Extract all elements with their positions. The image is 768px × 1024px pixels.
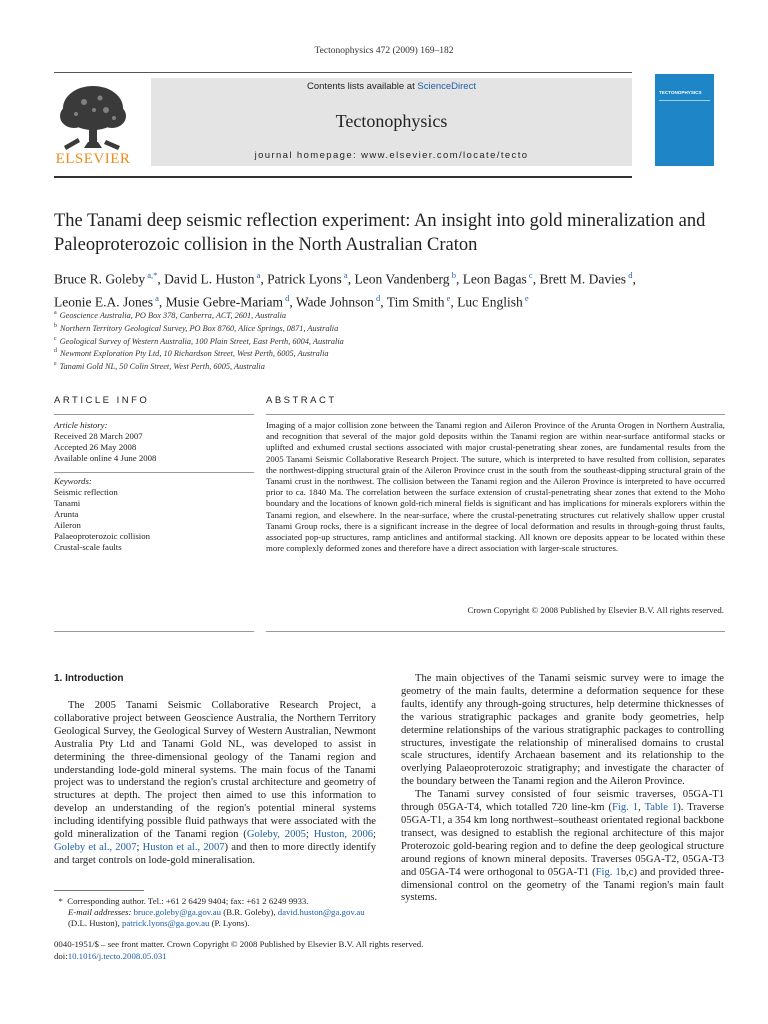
affiliation xyxy=(54,334,734,347)
author-affiliation-marker: d xyxy=(626,270,633,280)
author-name: Bruce R. Goleby xyxy=(54,271,146,287)
email-link[interactable]: david.huston@ga.gov.au xyxy=(277,907,365,918)
history-received: Received 28 March 2007 xyxy=(54,431,143,441)
paragraph-text: , xyxy=(638,802,645,814)
paragraph-text: ). Traverse 05GA-T1, a 354 km long northwest–southeast orientated regional backbone transect, was designed to establish the regional architecture of this major Proterozoic gold-bearing region and to define the deep geological structure around regions of known mineral deposits. Traverses 05GA-T2, 05GA-T3 and 05GA-T4 were orthogonal to 05GA-T1 ( xyxy=(401,802,724,878)
affiliation-text: Northern Territory Geological Survey, PO Box 8760, Alice Springs, 0871, Australia xyxy=(60,323,339,333)
author-name: Leonie E.A. Jones xyxy=(54,294,153,309)
affiliation-text: Newmont Exploration Pty Ltd, 10 Richardson Street, West Perth, 6005, Australia xyxy=(60,349,329,359)
author-name: Leon Vandenberg xyxy=(354,271,450,287)
corresponding-author-note: * Corresponding author. Tel.: +61 2 6429 9404; fax: +61 2 6249 9933. xyxy=(58,896,309,906)
journal-citation: Tectonophysics 472 (2009) 169–182 xyxy=(314,46,454,56)
footnote xyxy=(54,896,376,930)
affiliation xyxy=(54,359,734,372)
email-link[interactable]: patrick.lyons@ga.gov.au xyxy=(122,918,210,929)
sciencedirect-link[interactable]: ScienceDirect xyxy=(417,81,476,92)
paragraph-text: ; xyxy=(305,829,314,841)
reference-link[interactable]: Goleby et al., 2007 xyxy=(54,841,137,853)
keywords-rule xyxy=(54,472,254,473)
author-affiliation-marker: e xyxy=(444,292,451,303)
abstract-rule xyxy=(266,414,725,415)
article-info-rule-bottom xyxy=(54,631,254,632)
abstract-text: Imaging of a major collision zone between the Tanami region and Aileron Province of the Arunta Orogen in Northern Australia, and recognition that several of the major gold deposits within the Tanami region are within near-surface antiformal stacks or uplifted and exhumed crustal sections associated with major crustal-penetrating shear zones, are fundamental results from the 2005 Tanami Seismic Collaborative Research Project. The suture, which is interpreted to have resulted from collision, separates the northwest-dipping structural grain of the Aileron Province crust in the south from the southeast-dipping structural grain of the Tanami crust in the northwest. The collision between the Tanami region and the Aileron Province is interpreted to have occurred prior to ca. 1840 Ma. The correlation between the surface extension of crustal-penetrating shear zones that extend to the Moho boundary and the locations of known gold-rich mineral fields is significant and has implications for minerals explorers within the Tanami region, and elsewhere. In the near-surface, where the crustal-penetrating structures cut relatively shallow upper crustal Tanami Group rocks, there is a significant increase in the degree of local deformation and results in through-going thrust faults, associated pop-up structures, ramp anticlines and antiformal stacking. All known ore deposits appear to be located within these more complexly deformed zones and therefore have a direct association with larger-scale structures. xyxy=(266,420,725,554)
footnote-rule xyxy=(54,890,144,891)
affiliation-list xyxy=(54,308,734,372)
contents-prefix: Contents lists available at xyxy=(307,81,418,92)
author-affiliation-marker: e xyxy=(522,292,529,303)
reference-link[interactable]: Goleby, 2005 xyxy=(246,829,306,841)
author-affiliation-marker: c xyxy=(526,270,533,280)
email-link[interactable]: bruce.goleby@ga.gov.au xyxy=(133,907,222,918)
doi-line: doi:10.1016/j.tecto.2008.05.031 xyxy=(54,950,167,961)
author-separator: , xyxy=(455,271,463,287)
author-name: Wade Johnson xyxy=(295,294,374,309)
history-online: Available online 4 June 2008 xyxy=(54,453,157,463)
author-affiliation-marker: b xyxy=(449,270,456,280)
affiliation-text: Geological Survey of Western Australia, 100 Plain Street, East Perth, 6004, Australia xyxy=(59,336,344,346)
author-separator: , xyxy=(632,271,636,287)
author-separator: , xyxy=(157,271,165,287)
author-affiliation-marker: d xyxy=(282,292,290,303)
reference-link[interactable]: Fig. 1 xyxy=(595,866,621,878)
affiliation-key: d xyxy=(54,348,57,355)
email-owner: (D.L. Huston), xyxy=(68,918,122,929)
paragraph-text: ; xyxy=(373,829,376,841)
email-addresses xyxy=(54,907,376,929)
affiliation-key: c xyxy=(54,335,57,342)
article-info xyxy=(54,420,254,553)
author-separator: , xyxy=(532,271,540,287)
journal-homepage[interactable]: journal homepage: www.elsevier.com/locate/tecto xyxy=(254,150,529,161)
affiliation xyxy=(54,308,734,321)
keywords-label: Keywords: xyxy=(54,476,92,486)
author-name: Leon Bagas xyxy=(462,271,527,287)
affiliation xyxy=(54,321,734,334)
body-right-column xyxy=(401,673,724,905)
affiliation xyxy=(54,346,734,359)
cover-title: TECTONOPHYSICS xyxy=(659,90,702,95)
section-heading-introduction: 1. Introduction xyxy=(54,673,124,684)
intro-paragraph-2: The main objectives of the Tanami seismic survey were to image the geometry of the main faults, determine a deformation sequence for these faults, identify any through-going structures, help determine thicknesses of the various stratigraphic packages and granite body geometries, help determine relationships of the various stratigraphic packages to controlling structures, investigate the relationship of mineralised domains to crustal scale structures, identify Archaean basement and its relationship to the overlying Palaeoproterozoic stratigraphy; and investigate the character of the boundary between the Tanami region and the Aileron Province. xyxy=(401,673,724,788)
author-separator: , xyxy=(450,294,458,309)
author-affiliation-marker: a,* xyxy=(145,270,158,280)
cover-rule xyxy=(659,100,710,101)
email-owner: (B.R. Goleby), xyxy=(221,907,278,918)
email-label: E-mail addresses: xyxy=(68,907,134,918)
author-name: David L. Huston xyxy=(164,271,255,287)
author-list xyxy=(54,266,734,311)
affiliation-text: Geoscience Australia, PO Box 378, Canberra, ACT, 2601, Australia xyxy=(59,310,287,320)
email-owner: (P. Lyons). xyxy=(209,918,250,929)
reference-link[interactable]: Huston et al., 2007 xyxy=(142,841,225,853)
body-left-column xyxy=(54,700,376,868)
keyword: Aileron xyxy=(54,520,81,530)
elsevier-wordmark: ELSEVIER xyxy=(55,151,131,167)
history-label: Article history: xyxy=(54,420,108,430)
paragraph-text: ; xyxy=(136,841,143,853)
reference-link[interactable]: Huston, 2006 xyxy=(313,829,374,841)
paragraph-text: The 2005 Tanami Seismic Collaborative Research Project, a collaborative project between Geoscience Australia, the Northern Territory Geological Survey, the Geological Survey of Western Australian, Newmont Australia Pty Ltd and Tanami Gold NL, was developed to assist in determining the three-dimensional geology of the Tanami region and understanding lode-gold mineral systems. The main focus of the Tanami project was to understand the region's crustal architecture and geometry of structures at depth. The project then aimed to use this information to develop an understanding of the region's potential mineral systems including identifying possible fluid pathways that were associated with the gold mineralization of the Tanami region ( xyxy=(54,700,376,841)
reference-link[interactable]: Fig. 1 xyxy=(611,802,639,814)
author-name: Patrick Lyons xyxy=(267,271,342,287)
paragraph-text: b,c) and provided three-dimensional control on the geometry of the Tanami region's main fault systems. xyxy=(401,866,724,904)
author-name: Tim Smith xyxy=(386,294,445,309)
keyword: Tanami xyxy=(54,498,81,508)
header-rule-bottom xyxy=(54,176,632,178)
author-separator: , xyxy=(380,294,387,309)
abstract-copyright: Crown Copyright © 2008 Published by Elsevier B.V. All rights reserved. xyxy=(467,605,724,615)
author-affiliation-marker: d xyxy=(373,292,381,303)
affiliation-key: b xyxy=(54,322,57,329)
reference-link[interactable]: Table 1 xyxy=(644,802,678,814)
author-separator: , xyxy=(347,271,355,287)
author-separator: , xyxy=(158,294,166,309)
author-affiliation-marker: a xyxy=(341,270,348,280)
keyword: Palaeoproterozoic collision xyxy=(54,531,151,541)
author-separator: , xyxy=(260,271,268,287)
abstract-rule-bottom xyxy=(266,631,725,632)
contents-line xyxy=(151,81,632,92)
intro-paragraph-1 xyxy=(54,700,376,868)
abstract-heading: ABSTRACT xyxy=(266,395,337,406)
doi-link[interactable]: 10.1016/j.tecto.2008.05.031 xyxy=(67,950,167,961)
article-info-rule xyxy=(54,414,254,415)
header-rule-top xyxy=(54,72,632,73)
article-info-heading: ARTICLE INFO xyxy=(54,395,150,406)
issn-line: 0040-1951/$ – see front matter. Crown Copyright © 2008 Published by Elsevier B.V. All rights reserved. xyxy=(54,939,424,949)
author-name: Brett M. Davies xyxy=(539,271,627,287)
author-affiliation-marker: a xyxy=(254,270,261,280)
paragraph-text: The Tanami survey consisted of four seismic traverses, 05GA-T1 through 05GA-T4, which totalled 720 line-km ( xyxy=(401,789,724,814)
affiliation-text: Tanami Gold NL, 50 Colin Street, West Perth, 6005, Australia xyxy=(59,361,265,371)
journal-name: Tectonophysics xyxy=(335,111,448,131)
author-affiliation-marker: a xyxy=(152,292,159,303)
article-title: The Tanami deep seismic reflection experiment: An insight into gold mineralization and Paleoproterozoic collision in the North Australian Craton xyxy=(54,211,706,255)
journal-cover-thumbnail xyxy=(655,74,714,166)
author-separator: , xyxy=(289,294,296,309)
author-name: Luc English xyxy=(457,294,523,309)
affiliation-key: e xyxy=(54,361,57,368)
intro-paragraph-3 xyxy=(401,789,724,905)
author-name: Musie Gebre-Mariam xyxy=(165,294,283,309)
front-matter xyxy=(54,939,654,962)
keyword: Arunta xyxy=(54,509,79,519)
history-accepted: Accepted 26 May 2008 xyxy=(54,442,137,452)
paragraph-text: ) and then to more directly identify and target controls on lode-gold mineralisation. xyxy=(54,841,376,866)
keyword: Seismic reflection xyxy=(54,487,118,497)
affiliation-key: a xyxy=(54,310,57,316)
keyword: Crustal-scale faults xyxy=(54,542,122,552)
